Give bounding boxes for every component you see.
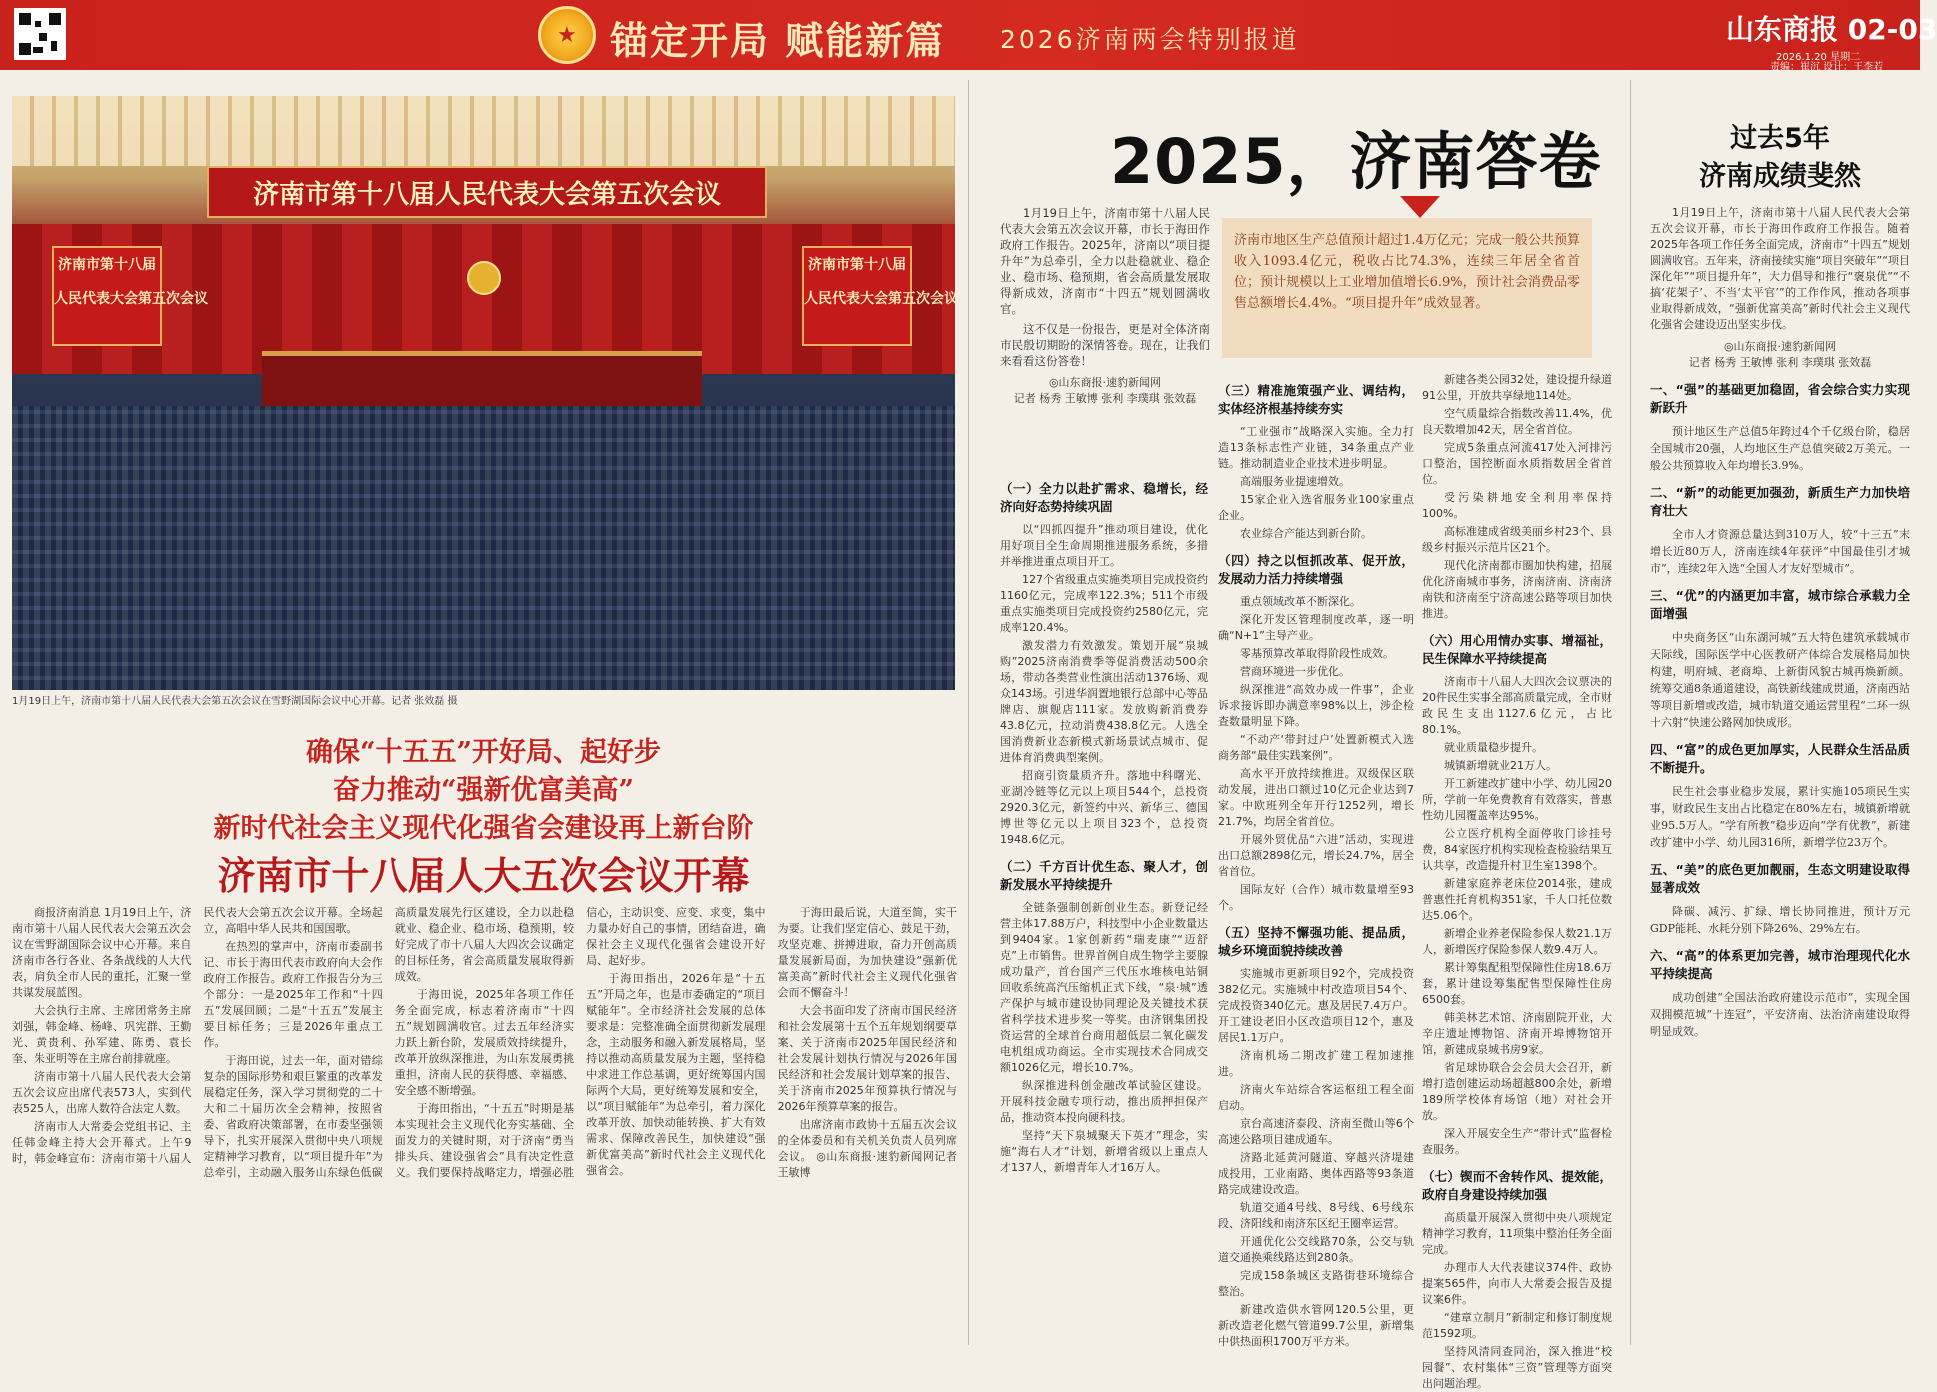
sidebar-lead: 1月19日上午，济南市第十八届人民代表大会第五次会议开幕，市长于海田作政府工作报告。随着2025年各项工作任务全面完成，济南市“十四五”规划圆满收官。五年来，济南接续实施“项目突破年”“项目深化年”“项目提升年”，大力倡导和推行“褒泉优”“不搞‘花架子’、不当‘太平官’”的工作作风，推动各项事业取得新成效，“强新优富美高”新时代社会主义现代化强省会建设迈出坚实步伐。: [1650, 206, 1910, 331]
article-paragraph: 大会执行主席、主席团常务主席刘强，韩金峰、杨峰、巩宪群、王勤光、黄贵利、孙军建、陈勇、袁长奎、朱亚明等在主席台前排就座。: [12, 1004, 192, 1065]
section-paragraph: “建章立制月”新制定和修订制度规范1592项。: [1422, 1311, 1612, 1340]
section-paragraph: 受污染耕地安全利用率保持100%。: [1422, 491, 1612, 520]
section-paragraph: 新建各类公园32处，建设提升绿道91公里，开放共享绿地114处。: [1422, 373, 1612, 402]
section-paragraph: 激发潜力有效激发。策划开展“泉城购”2025济南消费季等促消费活动500余场，带动各类营业性演出活动1376场、观众143场。引进华润置地银行总部中心等品牌店、旗舰店111家。发放购新消费券43.8亿元，拉动消费438.8亿元。人选全国消费新业态新模式新场景试点城市、促进体育消费典型案例。: [1000, 639, 1208, 764]
feature-byline: [1000, 375, 1210, 407]
sidebar-item-text: 预计地区生产总值5年跨过4个千亿级台阶，稳居全国城市20强，人均地区生产总值突破2万美元。一般公共预算收入年均增长3.9%。: [1650, 425, 1910, 472]
section-heading: （五）坚持不懈强功能、提品质，城乡环境面貌持续改善: [1218, 925, 1414, 958]
section-paragraph: 完成158条城区支路街巷环境综合整治。: [1218, 1269, 1414, 1298]
article-paragraph: 于海田指出，“十五五”时期是基本实现社会主义现代化夯实基础、全面发力的关键时期，对于济南“勇当排头兵、建设强省会”具有决定性意义。我们要保持战略定力，增强必胜信心，主动识变、应变、求变，集中力量办好自己的事情，团结奋进，确保社会主义现代化强省会建设开好局、起好步。: [394, 906, 766, 1179]
hall-ceiling: [12, 96, 955, 166]
section-paragraph: 空气质量综合指数改善11.4%，优良天数增加42天，居全省首位。: [1422, 407, 1612, 436]
sidebar-item-heading: 四、“富”的成色更加厚实，人民群众生活品质不断提升。: [1650, 742, 1910, 775]
side-sign-left-line1: 济南市第十八届: [58, 257, 156, 273]
headline-line1: 确保“十五五”开好局、起好步: [305, 737, 662, 768]
article-paragraph: 商报济南消息 1月19日上午，济南市第十八届人民代表大会第五次会议在雪野湖国际会议中心开幕。来自济南市各行各业、各条战线的人大代表，肩负全市人民的重托，汇聚一堂共谋发展蓝图。: [12, 906, 192, 999]
editor-credit: 责编：崔沉 设计：王李若: [1770, 62, 1884, 73]
section-paragraph: 新建改造供水管网120.5公里，更新改造老化燃气管道99.7公里，新增集中供热面积1700万平方米。: [1218, 1303, 1414, 1348]
section-heading: （二）千方百计优生态、聚人才，创新发展水平持续提升: [1000, 859, 1208, 892]
section-paragraph: 全链条强制创新创业生态。新登记经营主体17.88万户，科技型中小企业数量达到9404家。1家创新药“瑞麦康”“迈舒克”上市销售。世界首例自成生物学主要腺成功量产，首台国产三代压水堆核电站铜回收系统高汽压缩机正式下线，“泉·城”透产保护与城市建设协同理论及关键技术获省科学技术进步奖一等奖。由济钢集团投资运营的全球首台商用超低层二氧化碳发电机组成功商运。全市实现技术合同成交额1026亿元，增长10.7%。: [1000, 901, 1208, 1074]
feature-column-b: [1218, 372, 1414, 1348]
banner-slogan: 锚定开局 赋能新篇: [610, 18, 946, 63]
section-paragraph: 深入开展安全生产“带计式”监督检查服务。: [1422, 1127, 1612, 1156]
section-paragraph: 农业综合产能达到新台阶。: [1240, 527, 1372, 540]
feature-summary: 济南市地区生产总值预计超过1.4万亿元；完成一般公共预算收入1093.4亿元，税收占比74.3%，连续三年居全省首位；预计规模以上工业增加值增长6.9%，预计社会消费品零售总额增长4.4%。“项目提升年”成效显著。: [1222, 218, 1592, 358]
article-paragraph: 出席济南市政协十五届五次会议的全体委员和有关机关负责人员列席会议。 ◎山东商报·速豹新闻网记者 王敏博: [777, 1118, 957, 1179]
section-paragraph: 城镇新增就业21万人。: [1444, 759, 1557, 772]
article-paragraph: 于海田说，2025年各项工作任务全面完成，标志着济南市“十四五”规划圆满收官。过去五年经济实力跃上新台阶，发展质效持续提升，改革开放纵深推进，为山东发展勇挑重担，济南人民的获得感、幸福感、安全感不断增强。: [394, 988, 575, 1097]
sidebar-item-heading: 五、“美”的底色更加靓丽，生态文明建设取得显著成效: [1650, 862, 1910, 895]
section-paragraph: 127个省级重点实施类项目完成投资约1160亿元，完成率122.3%；511个市级重点实施类项目完成投资约2580亿元，完成率120.4%。: [1000, 573, 1208, 634]
section-paragraph: 累计筹集配租型保障性住房18.6万套，累计建设筹集配售型保障性住房6500套。: [1422, 961, 1612, 1006]
page-gutter: [968, 80, 969, 1345]
section-paragraph: 深化开发区管理制度改革，逐一明确“N+1”主导产业。: [1218, 613, 1414, 642]
section-paragraph: 国际友好（合作）城市数量增至93个。: [1218, 883, 1414, 912]
section-paragraph: 纵深推进科创金融改革试验区建设。开展科技金融专项行动，推出质押担保产品，推动资本投向硬科技。: [1000, 1079, 1208, 1124]
section-paragraph: 就业质量稳步提升。: [1444, 741, 1543, 754]
side-sign-right: [802, 246, 958, 346]
section-paragraph: 韩美林艺术馆、济南剧院开业，大辛庄遗址博物馆、济南开埠博物馆开馆，新建成泉城书房9家。: [1422, 1011, 1612, 1056]
section-paragraph: 坚持“天下泉城聚天下英才”理念，实施“海右人才”计划，新增省级以上重点人才137人，新增青年人才16万人。: [1000, 1129, 1208, 1174]
section-heading: （四）持之以恒抓改革、促开放，发展动力活力持续增强: [1218, 553, 1414, 586]
article-paragraph: 济南市人大常委会党组书记、主任韩金峰主持大会开幕式。上午9时，韩金峰宣布：济南市第十八届人民代表大会第五次会议开幕。全场起立，高唱中华人民共和国国歌。: [12, 906, 383, 1165]
national-emblem-icon: [467, 261, 501, 295]
feature-title: 2025，济南答卷: [1110, 125, 1602, 198]
byline-source: ◎山东商报·速豹新闻网: [1048, 376, 1162, 389]
sidebar-title: [1650, 120, 1910, 196]
photo-caption: 1月19日上午，济南市第十八届人民代表大会第五次会议在雪野湖国际会议中心开幕。记者 张效磊 摄: [12, 696, 458, 707]
article-paragraph: 于海田最后说，大道至简，实干为要。让我们坚定信心、鼓足干劲，攻坚克难、拼搏进取，奋力开创高质量发展新局面，为加快建设“强新优富美高”新时代社会主义现代化强省会而不懈奋斗！: [777, 906, 957, 999]
section-paragraph: 开工新建改扩建中小学、幼儿园20所，学前一年免费教育有效落实，普惠性幼儿园覆盖率达95%。: [1422, 777, 1612, 822]
article-paragraph: 大会书面印发了济南市国民经济和社会发展第十五个五年规划纲要草案、关于济南市2025年国民经济和社会发展计划执行情况与2026年国民经济和社会发展计划草案的报告、关于济南市2025年预算执行情况与2026年预算草案的报告。: [777, 1004, 957, 1113]
section-heading: （七）锲而不舍转作风、提效能，政府自身建设持续加强: [1422, 1169, 1612, 1202]
section-heading: （六）用心用情办实事、增福祉，民生保障水平持续提高: [1422, 633, 1612, 666]
sidebar-item-text: 全市人才资源总量达到310万人，较“十三五”末增长近80万人，济南连续4年获评“中国最佳引才城市”，连续2年入选“全国人才友好型城市”。: [1650, 528, 1910, 575]
section-paragraph: 以“四抓四提升”推动项目建设，优化用好项目全生命周期推进服务系统，多措并举推进重点项目开工。: [1000, 523, 1208, 568]
section-paragraph: 济南火车站综合客运枢纽工程全面启动。: [1218, 1083, 1414, 1112]
article-paragraph: 于海田指出，2026年是“十五五”开局之年，也是市委确定的“项目赋能年”。全市经济社会发展的总体要求是：完整准确全面贯彻新发展理念，主动服务和融入新发展格局，坚持以推动高质量发展为主题，坚持稳中求进工作总基调，更好统筹国内国际两个大局，更好统筹发展和安全，以“项目赋能年”为总牵引，着力深化改革开放、加快动能转换、扩大有效需求、保障改善民生，加快建设“强新优富美高”新时代社会主义现代化强省会。: [586, 972, 766, 1177]
column-divider: [1630, 80, 1631, 1345]
masthead-banner: [0, 0, 1937, 73]
side-sign-right-line1: 济南市第十八届: [808, 257, 906, 273]
special-report-title: 2026济南两会特别报道: [1000, 25, 1300, 54]
section-paragraph: 济南机场二期改扩建工程加速推进。: [1218, 1049, 1414, 1078]
section-paragraph: 坚持风清同查同治，深入推进“校园餐”、农村集体“三资”管理等方面突出问题治理。: [1422, 1345, 1612, 1390]
section-paragraph: 高标准建成省级美丽乡村23个、县级乡村振兴示范片区21个。: [1422, 525, 1612, 554]
side-sign-left-line2: 人民代表大会第五次会议: [54, 291, 208, 307]
sidebar-item-heading: 六、“高”的体系更加完善，城市治理现代化水平持续提高: [1650, 948, 1910, 981]
section-paragraph: 完成5条重点河流417处入河排污口整治，国控断面水质指数居全省首位。: [1422, 441, 1612, 486]
section-paragraph: 公立医疗机构全面停收门诊挂号费，84家医疗机构实现检查检验结果互认共享，改造提升村卫生室1398个。: [1422, 827, 1612, 872]
article-paragraph: 在热烈的掌声中，济南市委副书记、市长于海田代表市政府向大会作政府工作报告。政府工作报告分为三个部分：一是2025年工作和“十四五”发展回顾；二是“十五五”发展主要目标任务；三是2026年重点工作。: [203, 940, 383, 1049]
sidebar-item-text: 成功创建“全国法治政府建设示范市”，实现全国双拥模范城“十连冠”，平安济南、法治济南建设取得明显成效。: [1650, 991, 1910, 1038]
section-paragraph: 高水平开放持续推进。双级保区联动发展，进出口额过10亿元企业达到7家。中欧班列全年开行1252列，增长21.7%，均居全省首位。: [1218, 767, 1414, 828]
section-heading: （三）精准施策强产业、调结构，实体经济根基持续夯实: [1218, 383, 1414, 416]
sidebar-column: [1650, 205, 1910, 1345]
section-paragraph: “工业强市”战略深入实施。全力打造13条标志性产业链，34条重点产业链。推动制造业企业技术进步明显。: [1218, 425, 1414, 470]
section-paragraph: 高质量开展深入贯彻中央八项规定精神学习教育，11项集中整治任务全面完成。: [1422, 1211, 1612, 1256]
section-paragraph: 京台高速济泰段、济南至微山等6个高速公路项目建成通车。: [1218, 1117, 1414, 1146]
section-paragraph: 重点领域改革不断深化。: [1240, 595, 1361, 608]
section-paragraph: “不动产‘带封过户’处置新模式入选商务部“最佳实践案例”。: [1218, 733, 1414, 762]
section-paragraph: 纵深推进“高效办成一件事”，企业诉求接诉即办满意率98%以上，涉企检查数量明显下降。: [1218, 683, 1414, 728]
sidebar-item-heading: 三、“优”的内涵更加丰富，城市综合承载力全面增强: [1650, 588, 1910, 621]
section-paragraph: 零基预算改革取得阶段性成效。: [1240, 647, 1394, 660]
sidebar-item-heading: 一、“强”的基础更加稳固，省会综合实力实现新跃升: [1650, 382, 1910, 415]
byline-source: ◎山东商报·速豹新闻网: [1723, 340, 1837, 353]
sidebar-item-heading: 二、“新”的动能更加强劲，新质生产力加快培育壮大: [1650, 485, 1910, 518]
section-paragraph: 现代化济南都市圈加快构建，招展优化济南城市事务，济南济南、济南济南铁和济南至宁济高速公路等项目加快推进。: [1422, 559, 1612, 620]
section-paragraph: 开展外贸优品“六进”活动，实现进出口总额2898亿元，增长24.7%，居全省首位。: [1218, 833, 1414, 878]
headline-line3: 新时代社会主义现代化强省会建设再上新台阶: [213, 813, 754, 844]
section-paragraph: 新建家庭养老床位2014张，建成普惠性托育机构351家，千人口托位数达5.06个。: [1422, 877, 1612, 922]
section-paragraph: 招商引资量质齐升。落地中科曙光、亚湖冷链等亿元以上项目544个，总投资2920.3亿元，新签约中兴、新华三、德国博世等亿元以上项目323个，总投资1948.6亿元。: [1000, 769, 1208, 846]
sidebar-item-text: 民生社会事业稳步发展，累计实施105项民生实事，财政民生支出占比稳定在80%左右，城镇新增就业95.5万人。“学有所教”稳步迈向“学有优教”，新建改扩建中小学、幼儿园316所，新增学位23万个。: [1650, 785, 1910, 849]
byline-reporters: 记者 杨秀 王敏博 张利 李璞琪 张效磊: [1688, 356, 1872, 369]
sidebar-byline: [1650, 339, 1910, 371]
article-body: [12, 905, 957, 1345]
pointer-triangle-icon: [1400, 196, 1440, 218]
section-paragraph: 营商环境进一步优化。: [1240, 665, 1350, 678]
main-headline: 济南市十八届人大五次会议开幕: [217, 853, 750, 898]
section-heading: （一）全力以赴扩需求、稳增长，经济向好态势持续巩固: [1000, 481, 1208, 514]
sidebar-item-text: 降碳、减污、扩绿、增长协同推进，预计万元GDP能耗、水耗分别下降26%、29%左右。: [1650, 905, 1910, 935]
emblem-icon: ★: [538, 6, 596, 64]
byline-reporters: 记者 杨秀 王敏博 张利 李璞琪 张效磊: [1013, 392, 1197, 405]
feature-column-a: [1000, 470, 1208, 1345]
section-paragraph: 开通优化公交线路70条，公交与轨道交通换乘线路达到280条。: [1218, 1235, 1414, 1264]
issue-date: 2026.1.20 星期二: [1776, 52, 1861, 63]
section-paragraph: 济南市十八届人大四次会议票决的20件民生实事全部高质量完成，全市财政民生支出1127.6亿元，占比80.1%。: [1422, 675, 1612, 736]
audience-seats: [12, 406, 955, 690]
section-paragraph: 济路北延黄河隧道、穿越兴济堤建成投用，工业南路、奥体西路等93条道路完成建设改造。: [1218, 1151, 1414, 1196]
section-paragraph: 新增企业养老保险参保人数21.1万人，新增医疗保险参保人数9.4万人。: [1422, 927, 1612, 956]
sidebar-title-text: 过去5年 济南成绩斐然: [1699, 123, 1861, 192]
section-paragraph: 15家企业入选省服务业100家重点企业。: [1218, 493, 1414, 522]
section-paragraph: 高端服务业提速增效。: [1240, 475, 1350, 488]
qr-code-icon[interactable]: [14, 8, 66, 60]
news-photo: [12, 96, 958, 690]
feature-lead: [1000, 205, 1210, 407]
side-sign-left: [52, 246, 208, 346]
section-paragraph: 办理市人大代表建议374件、政协提案565件，向市人大常委会报告及提议案6件。: [1422, 1261, 1612, 1306]
section-paragraph: 轨道交通4号线、8号线、6号线东段、济阳线和南济东区纪王圈率运营。: [1218, 1201, 1414, 1230]
section-paragraph: 省足球协联合会会员大会召开，新增打造创建运动场超越800余处，新增189所学校体育场馆（地）对社会开放。: [1422, 1061, 1612, 1122]
article-paragraph: 济南市第十八届人民代表大会第五次会议应出席代表573人，实到代表525人，出席人数符合法定人数。: [12, 1070, 192, 1115]
presidium-podium: [262, 351, 702, 406]
conference-banner: [207, 166, 767, 218]
sidebar-item-text: 中央商务区“山东湖河城”五大特色建筑承载城市天际线，国际医学中心医教研产体综合发展格局加快构建，明府城、老商埠、上新街风貌古城再焕新颜。统筹交通8条通道建设，高铁新线建成贯通，济南西站等项目新增或改造，城市轨道交通运营里程“二环一纵十六射”快速公路网加快成形。: [1650, 631, 1910, 729]
side-sign-right-line2: 人民代表大会第五次会议: [804, 291, 958, 307]
conference-banner-text: 济南市第十八届人民代表大会第五次会议: [252, 179, 721, 210]
newspaper-name: 山东商报 02-03: [1726, 13, 1937, 46]
headline-line2: 奋力推动“强新优富美高”: [332, 775, 635, 806]
lead-paragraph: 这不仅是一份报告，更是对全体济南市民殷切期盼的深情答卷。现在，让我们来看看这份答卷！: [1000, 322, 1210, 368]
article-paragraph: 于海田说，过去一年，面对错综复杂的国际形势和艰巨繁重的改革发展稳定任务，深入学习贯彻党的二十大和二十届历次全会精神，按照省委、省政府决策部署，在市委坚强领导下，扎实开展深入贯彻中央八项规定精神学习教育，以“项目提升年”为总牵引，主动融入服务山东绿色低碳高质量发展先行区建设，全力以赴稳就业、稳企业、稳市场、稳预期，较好完成了市十八届人大四次会议确定的目标任务，省会高质量发展取得新成效。: [203, 906, 575, 1179]
lead-paragraph: 1月19日上午，济南市第十八届人民代表大会第五次会议开幕，市长于海田作政府工作报告。2025年，济南以“项目提升年”为总牵引，全力以赴稳就业、稳企业、稳市场、稳预期，省会高质量发展取得新成效，济南市“十四五”规划圆满收官。: [1000, 206, 1210, 316]
feature-column-c: [1422, 372, 1612, 1390]
section-paragraph: 实施城市更新项目92个，完成投资382亿元。实施城中村改造项目54个、完成投资340亿元。惠及居民7.4万户。开工建设老旧小区改造项目12个，惠及居民1.1万户。: [1218, 967, 1414, 1044]
